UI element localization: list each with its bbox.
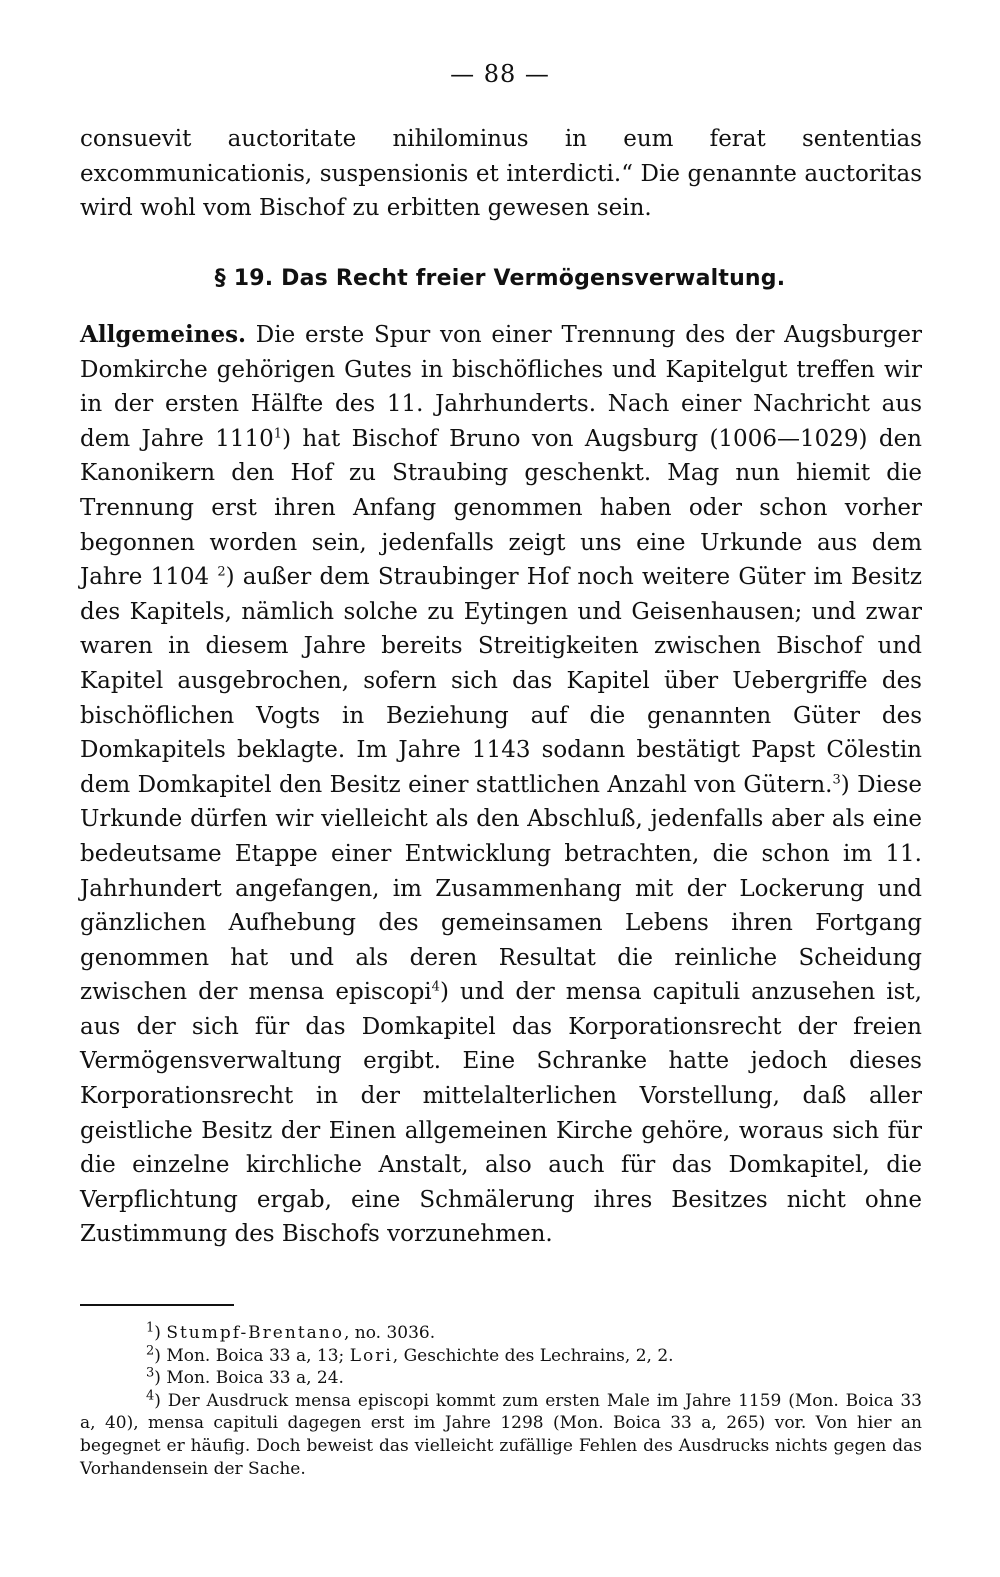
text-segment: ) außer dem Straubinger Hof noch weitere Güter im Besitz des Kapitels, nämlich solche zu Eytingen und Geisenhausen; und zwar waren in diesem Jahre bereits Streitigkeiten zwischen Bischof und Kapitel ausgebrochen, sofern sich das Kapitel über Uebergriffe des bischöflichen Vogts in Beziehung auf die genannten Güter des Domkapitels beklagte. Im Jahre 1143 sodann bestätigt Papst Cölestin dem Domkapitel den Besitz einer stattlichen Anzahl von Gütern.: [80, 564, 922, 798]
footnote-mark: 4: [146, 1388, 155, 1404]
text-segment: ) hat Bischof Bruno von Augsburg (1006—1029) den Kanonikern den Hof zu Straubing geschenkt. Mag nun hiemit die Trennung erst ihren Anfang genommen haben oder schon vorher begonnen worden sein, jedenfalls zeigt uns eine Urkunde aus dem Jahre 1104: [80, 425, 922, 591]
footnote-text: ) Mon. Boica 33 a, 13;: [154, 1345, 350, 1366]
footnote-mark: 1: [146, 1320, 155, 1336]
footnote-2: [80, 1342, 922, 1368]
footnote-text: , no. 3036.: [343, 1323, 436, 1343]
footnote-3: [80, 1367, 922, 1390]
text-segment: ) Diese Urkunde dürfen wir vielleicht als den Abschluß, jedenfalls aber als eine bedeutsame Etappe einer Entwicklung betrachten, die schon im 11. Jahrhundert angefangen, im Zusammenhang mit der Lockerung und gänzlichen Aufhebung des gemeinsamen Lebens ihren Fortgang genommen hat und als deren Resultat die reinliche Scheidung zwischen der mensa episcopi: [80, 771, 923, 1006]
footnote-text: , Geschichte des Lechrains, 2, 2.: [392, 1345, 674, 1366]
footnote-ref: 2: [217, 564, 226, 580]
intro-paragraph: consuevit auctoritate nihilominus in eum ferat sententias excommunicationis, suspensionis et interdicti.“ Die genannte auctoritas wird wohl vom Bischof zu erbitten gewesen sein.: [80, 126, 922, 222]
paragraph-lead: Allgemeines.: [80, 321, 247, 348]
footnote-ref: 4: [431, 979, 440, 995]
footnote-mark: 3: [146, 1365, 155, 1381]
text-segment: Die erste Spur von einer Trennung des der Augsburger Domkirche gehörigen Gutes in bischöfliches und Kapitelgut treffen wir in der ersten Hälfte des 11. Jahrhunderts. Nach einer Nachricht aus dem Jahre 1110: [80, 322, 922, 452]
footnote-divider: [80, 1304, 234, 1306]
footnote-author: Stumpf-Brentano: [166, 1323, 344, 1343]
footnote-ref: 3: [832, 772, 841, 788]
page-number: — 88 —: [450, 60, 550, 88]
footnote-author: Lori: [349, 1345, 393, 1366]
footnotes: [80, 1322, 922, 1480]
footnote-ref: 1: [273, 426, 283, 442]
text-segment: ) und der mensa capituli anzusehen ist, aus der sich für das Domkapitel das Korporationsrecht der freien Vermögensverwaltung ergibt. Eine Schranke hatte jedoch dieses Korporationsrecht in der mittelalterlichen Vorstellung, daß aller geistliche Besitz der Einen allgemeinen Kirche gehöre, woraus sich für die einzelne kirchliche Anstalt, also auch für das Domkapitel, die Verpflichtung ergab, eine Schmälerung ihres Besitzes nicht ohne Zustimmung des Bischofs vorzunehmen.: [80, 979, 922, 1248]
main-paragraph: [80, 318, 922, 1252]
section-heading: § 19. Das Recht freier Vermögensverwaltung.: [214, 266, 786, 291]
footnote-mark: 2: [146, 1342, 155, 1358]
footnote-4: [80, 1390, 922, 1480]
footnote-text: ) Der Ausdruck mensa episcopi kommt zum ersten Male im Jahre 1159 (Mon. Boica 33 a, 40), mensa capituli dagegen erst im Jahre 1298 (Mon. Boica 33 a, 265) vor. Von hier an begegnet er häufig. Doch beweist das vielleicht zufällige Fehlen des Ausdrucks nichts gegen das Vorhandensein der Sache.: [80, 1390, 922, 1479]
footnote-text: ) Mon. Boica 33 a, 24.: [154, 1368, 344, 1389]
footnote-1: $^1$) Stumpf-Brentano, no. 3036.: [146, 1320, 436, 1343]
